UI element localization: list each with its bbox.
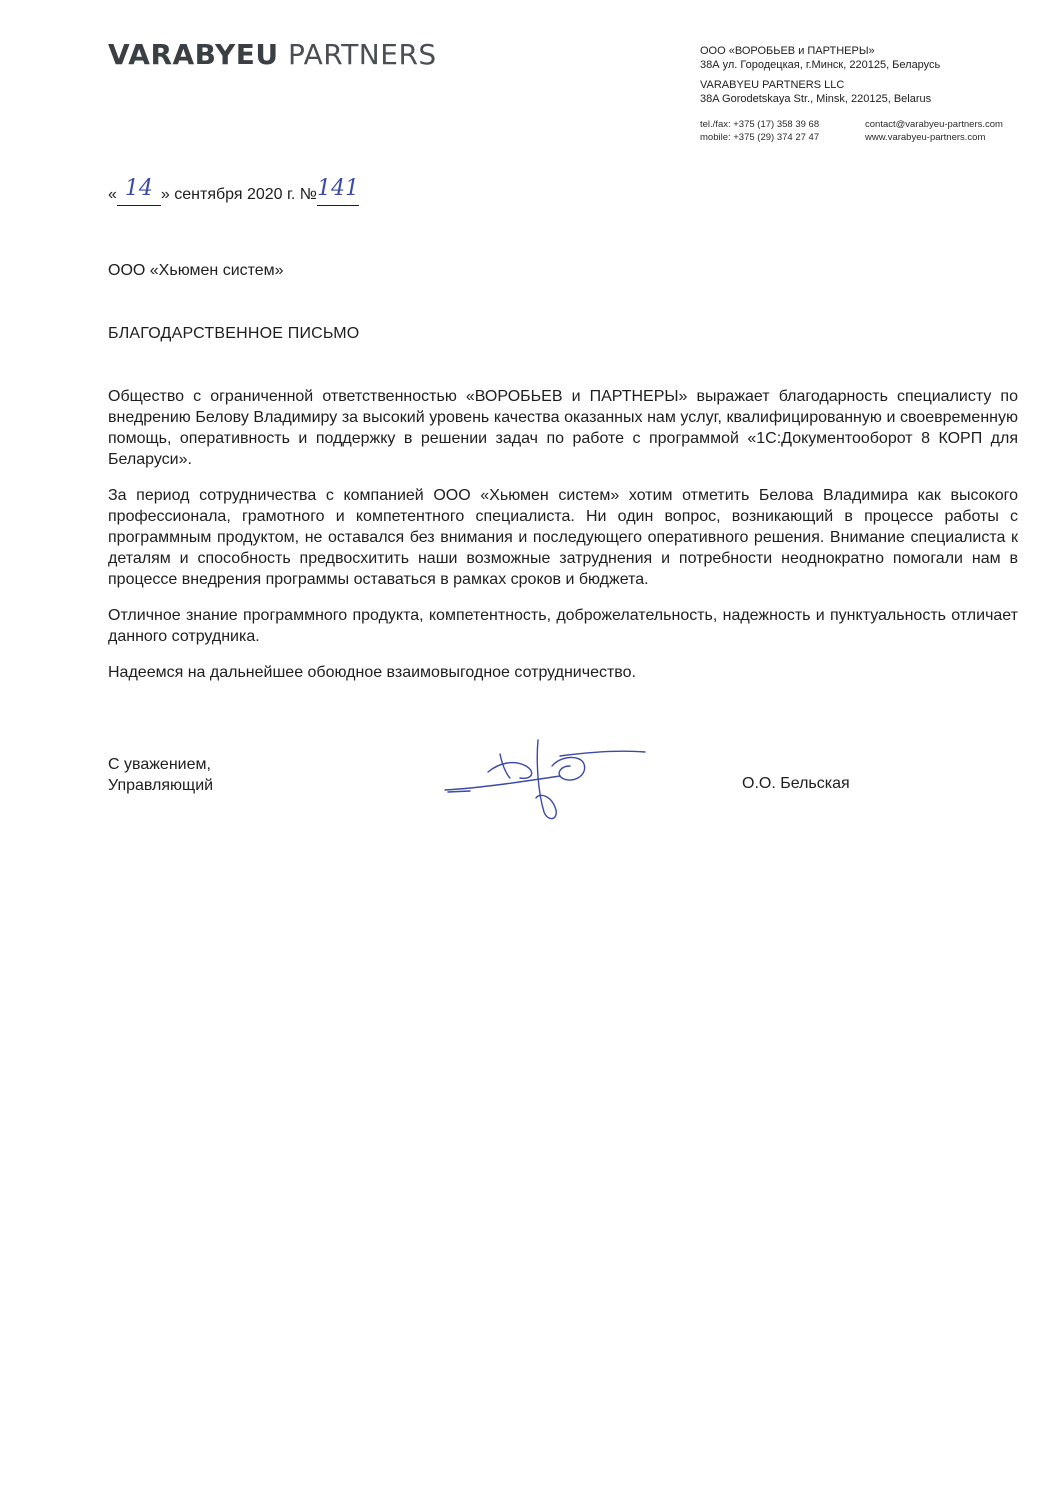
date-and-number xyxy=(108,176,359,206)
org-name-ru: ООО «ВОРОБЬЕВ и ПАРТНЕРЫ» xyxy=(700,45,875,57)
document-title: БЛАГОДАРСТВЕННОЕ ПИСЬМО xyxy=(108,325,360,342)
paragraph: Общество с ограниченной ответственностью «ВОРОБЬЕВ и ПАРТНЕРЫ» выражает благодарность специалисту по внедрению Белову Владимиру за высокий уровень качества оказанных нам услуг, квалифицированную и своевременную помощь, оперативность и поддержку в решении задач по работе с программой «1С:Документооборот 8 КОРП для Беларуси». xyxy=(108,388,1018,468)
regards-text: С уважением, xyxy=(108,756,211,773)
signer-position: Управляющий xyxy=(108,777,214,794)
email-link[interactable]: contact@varabyeu-partners.com xyxy=(865,119,1003,130)
letterhead-contacts xyxy=(700,119,1030,144)
handwritten-day: 14 xyxy=(117,180,161,206)
paragraph: Надеемся на дальнейшее обоюдное взаимовыгодное сотрудничество. xyxy=(108,664,636,681)
telfax: tel./fax: +375 (17) 358 39 68 xyxy=(700,119,820,130)
org-name-en: VARABYEU PARTNERS LLC xyxy=(700,79,845,91)
signer-name: О.О. Бельская xyxy=(742,775,850,792)
logo-bold-text: VARABYEU xyxy=(108,38,279,71)
address-en: 38A Gorodetskaya Str., Minsk, 220125, Belarus xyxy=(700,93,932,105)
handwritten-signature xyxy=(440,732,650,827)
letter-body xyxy=(108,386,1018,698)
company-logo xyxy=(108,38,437,71)
logo-light-text: PARTNERS xyxy=(288,38,437,71)
paragraph: Отличное знание программного продукта, компетентность, доброжелательность, надежность и пунктуальность отличает данного сотрудника. xyxy=(108,607,1018,645)
address-ru: 38А ул. Городецкая, г.Минск, 220125, Беларусь xyxy=(700,59,941,71)
handwritten-number: 141 xyxy=(317,180,359,206)
date-rest: » сентября 2020 г. № xyxy=(160,186,317,203)
website-link[interactable]: www.varabyeu-partners.com xyxy=(865,131,986,143)
letterhead-info xyxy=(700,44,1030,106)
paragraph: За период сотрудничества с компанией ООО «Хьюмен систем» хотим отметить Белова Владимира как высокого профессионала, грамотного и компетентного специалиста. Ни один вопрос, возникающий в процессе работы с программным продуктом, не оставался без внимания и последующего оперативного решения. Внимание специалиста к деталям и способность предвосхитить наши возможные затруднения и потребности неоднократно помогали нам в процессе внедрения программы оставаться в рамках сроков и бюджета. xyxy=(108,487,1018,588)
closing-block xyxy=(108,754,213,796)
mobile: mobile: +375 (29) 374 27 47 xyxy=(700,131,820,143)
recipient: ООО «Хьюмен систем» xyxy=(108,262,284,279)
date-open-quote: « xyxy=(108,186,117,203)
